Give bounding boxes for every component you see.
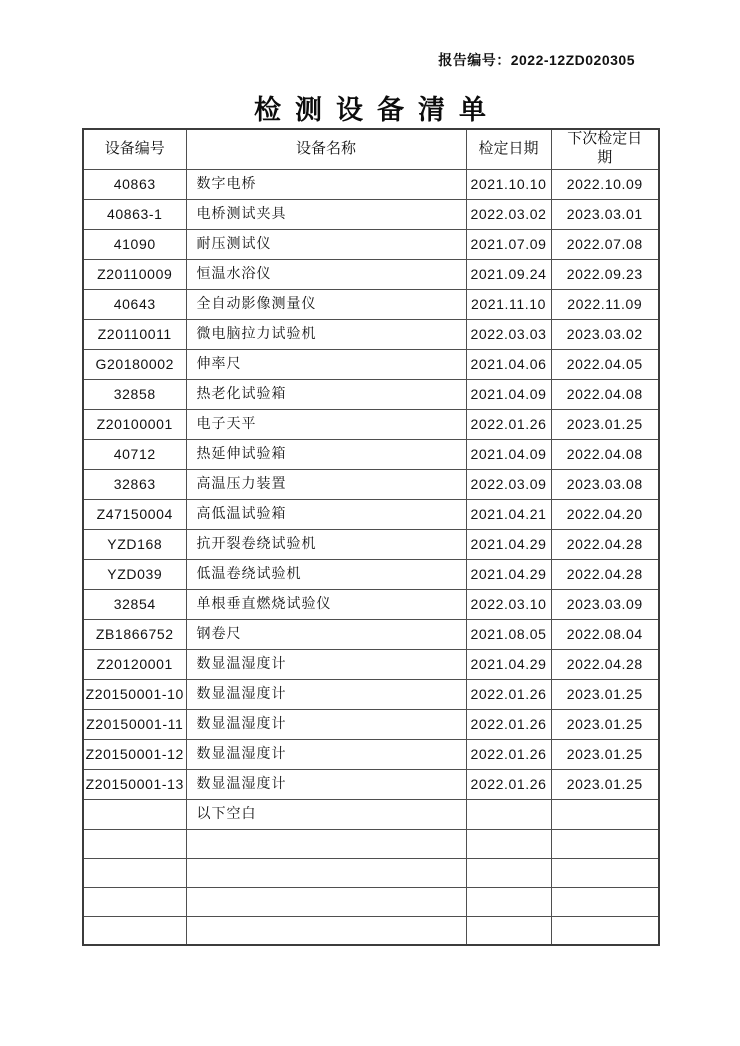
next-calibration-date-cell: 2022.04.28	[551, 529, 659, 559]
equipment-name-cell: 数显温湿度计	[186, 649, 466, 679]
calibration-date-cell: 2022.03.02	[466, 199, 551, 229]
next-calibration-date-cell: 2023.01.25	[551, 739, 659, 769]
equipment-id-cell: Z20120001	[83, 649, 186, 679]
equipment-name-cell: 伸率尺	[186, 349, 466, 379]
equipment-id-cell: 40643	[83, 289, 186, 319]
next-calibration-date-cell: 2022.11.09	[551, 289, 659, 319]
calibration-date-cell: 2021.04.09	[466, 379, 551, 409]
equipment-id-cell: YZD039	[83, 559, 186, 589]
next-calibration-date-cell: 2022.04.28	[551, 559, 659, 589]
calibration-date-cell: 2021.04.21	[466, 499, 551, 529]
calibration-date-cell	[466, 887, 551, 916]
table-row	[83, 379, 659, 409]
calibration-date-cell	[466, 799, 551, 829]
calibration-date-cell: 2021.04.29	[466, 529, 551, 559]
equipment-id-cell: 32854	[83, 589, 186, 619]
table-header	[83, 129, 659, 169]
next-calibration-date-cell: 2022.09.23	[551, 259, 659, 289]
table-row	[83, 469, 659, 499]
equipment-name-cell: 恒温水浴仪	[186, 259, 466, 289]
report-number: 报告编号：2022-12ZD020305	[438, 52, 635, 68]
equipment-name-cell	[186, 916, 466, 945]
table-row	[83, 259, 659, 289]
calibration-date-cell: 2021.11.10	[466, 289, 551, 319]
calibration-date-cell: 2021.08.05	[466, 619, 551, 649]
calibration-date-cell: 2021.04.29	[466, 559, 551, 589]
equipment-name-cell	[186, 829, 466, 858]
header-next-calibration-date-label: 下次检定日期	[567, 131, 643, 167]
calibration-date-cell: 2022.01.26	[466, 709, 551, 739]
next-calibration-date-cell: 2023.03.09	[551, 589, 659, 619]
next-calibration-date-cell: 2023.01.25	[551, 769, 659, 799]
next-calibration-date-cell: 2022.07.08	[551, 229, 659, 259]
equipment-name-cell: 高低温试验箱	[186, 499, 466, 529]
equipment-id-cell	[83, 799, 186, 829]
equipment-id-cell: G20180002	[83, 349, 186, 379]
header-row	[83, 129, 659, 169]
empty-row	[83, 829, 659, 858]
equipment-id-cell	[83, 887, 186, 916]
equipment-id-cell: ZB1866752	[83, 619, 186, 649]
equipment-name-cell: 热老化试验箱	[186, 379, 466, 409]
calibration-date-cell: 2022.03.03	[466, 319, 551, 349]
table-row	[83, 529, 659, 559]
equipment-name-cell: 高温压力装置	[186, 469, 466, 499]
table-row	[83, 319, 659, 349]
header-calibration-date: 检定日期	[466, 129, 551, 169]
next-calibration-date-cell: 2022.04.08	[551, 439, 659, 469]
next-calibration-date-cell: 2022.04.28	[551, 649, 659, 679]
table-row	[83, 499, 659, 529]
equipment-name-cell	[186, 858, 466, 887]
next-calibration-date-cell	[551, 858, 659, 887]
next-calibration-date-cell: 2022.04.05	[551, 349, 659, 379]
empty-row	[83, 916, 659, 945]
calibration-date-cell: 2021.07.09	[466, 229, 551, 259]
equipment-name-cell: 耐压测试仪	[186, 229, 466, 259]
next-calibration-date-cell: 2022.10.09	[551, 169, 659, 199]
equipment-id-cell: 41090	[83, 229, 186, 259]
next-calibration-date-cell	[551, 916, 659, 945]
table-row	[83, 229, 659, 259]
table-row	[83, 439, 659, 469]
equipment-id-cell: Z20150001-11	[83, 709, 186, 739]
table-row	[83, 649, 659, 679]
equipment-table	[82, 128, 660, 946]
next-calibration-date-cell: 2023.03.01	[551, 199, 659, 229]
calibration-date-cell: 2021.09.24	[466, 259, 551, 289]
next-calibration-date-cell: 2022.04.20	[551, 499, 659, 529]
next-calibration-date-cell: 2022.04.08	[551, 379, 659, 409]
equipment-name-cell: 微电脑拉力试验机	[186, 319, 466, 349]
page-title: 检测设备清单	[254, 95, 500, 125]
equipment-name-cell: 电桥测试夹具	[186, 199, 466, 229]
next-calibration-date-cell	[551, 887, 659, 916]
equipment-name-cell: 以下空白	[186, 799, 466, 829]
equipment-id-cell: Z20110011	[83, 319, 186, 349]
equipment-id-cell: Z20150001-13	[83, 769, 186, 799]
equipment-id-cell: 40712	[83, 439, 186, 469]
table-row	[83, 709, 659, 739]
equipment-id-cell: 32863	[83, 469, 186, 499]
next-calibration-date-cell: 2023.01.25	[551, 409, 659, 439]
equipment-id-cell: YZD168	[83, 529, 186, 559]
equipment-name-cell: 数显温湿度计	[186, 739, 466, 769]
calibration-date-cell: 2022.03.09	[466, 469, 551, 499]
next-calibration-date-cell	[551, 799, 659, 829]
equipment-name-cell: 数字电桥	[186, 169, 466, 199]
next-calibration-date-cell: 2023.01.25	[551, 709, 659, 739]
equipment-name-cell: 抗开裂卷绕试验机	[186, 529, 466, 559]
equipment-name-cell: 钢卷尺	[186, 619, 466, 649]
calibration-date-cell: 2021.04.06	[466, 349, 551, 379]
empty-row	[83, 858, 659, 887]
equipment-id-cell: 40863	[83, 169, 186, 199]
equipment-id-cell: Z20150001-12	[83, 739, 186, 769]
table-row	[83, 289, 659, 319]
calibration-date-cell	[466, 829, 551, 858]
table-row	[83, 349, 659, 379]
table-row	[83, 559, 659, 589]
table-row	[83, 769, 659, 799]
table-row	[83, 169, 659, 199]
table-row	[83, 409, 659, 439]
table-row	[83, 679, 659, 709]
equipment-name-cell: 数显温湿度计	[186, 769, 466, 799]
calibration-date-cell: 2022.01.26	[466, 739, 551, 769]
equipment-name-cell: 数显温湿度计	[186, 709, 466, 739]
equipment-name-cell: 热延伸试验箱	[186, 439, 466, 469]
equipment-id-cell	[83, 829, 186, 858]
table-row	[83, 619, 659, 649]
equipment-id-cell: Z47150004	[83, 499, 186, 529]
calibration-date-cell	[466, 858, 551, 887]
equipment-id-cell	[83, 858, 186, 887]
calibration-date-cell: 2022.01.26	[466, 409, 551, 439]
equipment-id-cell	[83, 916, 186, 945]
equipment-name-cell: 单根垂直燃烧试验仪	[186, 589, 466, 619]
table-row	[83, 199, 659, 229]
equipment-id-cell: Z20110009	[83, 259, 186, 289]
empty-row	[83, 887, 659, 916]
equipment-id-cell: 32858	[83, 379, 186, 409]
equipment-name-cell: 数显温湿度计	[186, 679, 466, 709]
equipment-name-cell	[186, 887, 466, 916]
header-next-calibration-date	[551, 129, 659, 169]
calibration-date-cell: 2022.01.26	[466, 769, 551, 799]
equipment-id-cell: 40863-1	[83, 199, 186, 229]
equipment-id-cell: Z20100001	[83, 409, 186, 439]
calibration-date-cell	[466, 916, 551, 945]
calibration-date-cell: 2021.04.09	[466, 439, 551, 469]
header-equipment-id: 设备编号	[83, 129, 186, 169]
equipment-table-body	[83, 169, 659, 945]
calibration-date-cell: 2021.10.10	[466, 169, 551, 199]
next-calibration-date-cell: 2023.01.25	[551, 679, 659, 709]
end-note-row	[83, 799, 659, 829]
next-calibration-date-cell: 2022.08.04	[551, 619, 659, 649]
equipment-id-cell: Z20150001-10	[83, 679, 186, 709]
equipment-name-cell: 电子天平	[186, 409, 466, 439]
next-calibration-date-cell: 2023.03.02	[551, 319, 659, 349]
next-calibration-date-cell: 2023.03.08	[551, 469, 659, 499]
calibration-date-cell: 2021.04.29	[466, 649, 551, 679]
calibration-date-cell: 2022.03.10	[466, 589, 551, 619]
equipment-name-cell: 低温卷绕试验机	[186, 559, 466, 589]
header-equipment-name: 设备名称	[186, 129, 466, 169]
equipment-name-cell: 全自动影像测量仪	[186, 289, 466, 319]
next-calibration-date-cell	[551, 829, 659, 858]
table-row	[83, 739, 659, 769]
table-row	[83, 589, 659, 619]
calibration-date-cell: 2022.01.26	[466, 679, 551, 709]
